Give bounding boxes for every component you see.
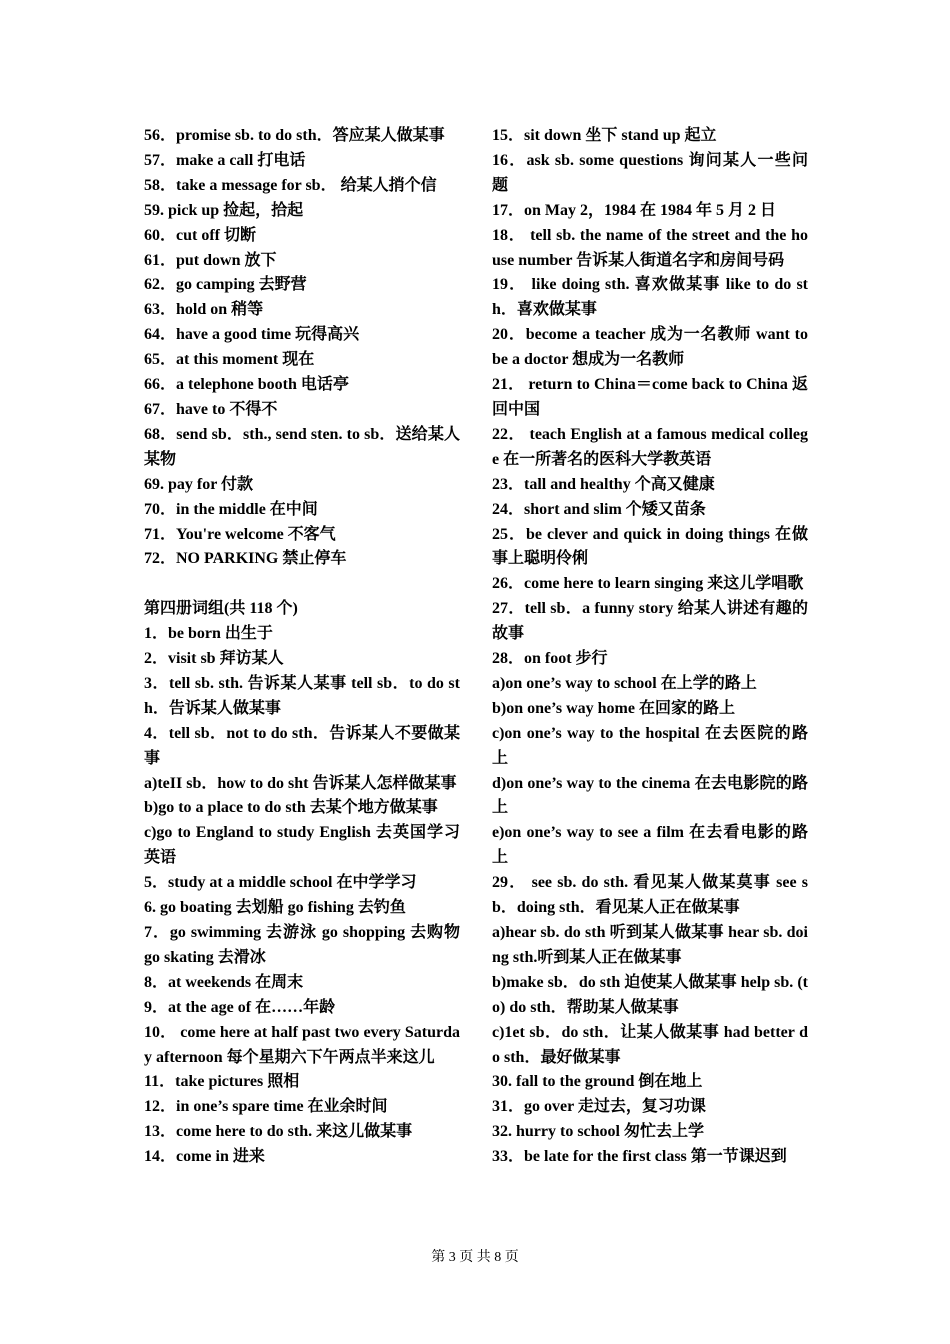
list-item: 20．become a teacher 成为一名教师 want to be a doctor 想成为一名教师 bbox=[492, 326, 808, 369]
list-item: c)1et sb．do sth．让某人做某事 had better do sth．最好做某事 bbox=[492, 1023, 808, 1066]
list-item: e)on one’s way to see a film 在去看电影的路上 bbox=[492, 824, 808, 867]
list-item: b)make sb．do sth 迫使某人做某事 help sb. (to) do sth．帮助某人做某事 bbox=[492, 973, 808, 1016]
list-item: 19． like doing sth. 喜欢做某事 like to do sth．喜欢做某事 bbox=[492, 276, 808, 319]
list-item: 60．cut off 切断 bbox=[144, 226, 256, 244]
list-item: 12．in one’s spare time 在业余时间 bbox=[144, 1098, 388, 1116]
list-item: 22． teach English at a famous medical college 在一所著名的医科大学教英语 bbox=[492, 425, 808, 468]
list-item: d)on one’s way to the cinema 在去电影院的路上 bbox=[492, 774, 808, 817]
list-item: 62．go camping 去野营 bbox=[144, 276, 307, 294]
list-item: 8．at weekends 在周末 bbox=[144, 973, 304, 991]
list-item: 21． return to China＝come back to China 返回中国 bbox=[492, 376, 808, 418]
list-item: 33．be late for the first class 第一节课迟到 bbox=[492, 1148, 787, 1166]
list-item: 70．in the middle 在中间 bbox=[144, 500, 318, 518]
list-item: 25．be clever and quick in doing things 在做事上聪明伶俐 bbox=[492, 525, 808, 568]
list-item: 11．take pictures 照相 bbox=[144, 1073, 300, 1091]
right-column bbox=[492, 124, 808, 1170]
list-item: 3．tell sb. sth. 告诉某人某事 tell sb．to do sth．告诉某人做某事 bbox=[144, 674, 460, 717]
list-item: a)teII sb．how to do sht 告诉某人怎样做某事 bbox=[144, 774, 457, 792]
list-item: c)on one’s way to the hospital 在去医院的路上 bbox=[492, 724, 808, 767]
list-item: a)on one’s way to school 在上学的路上 bbox=[492, 674, 757, 692]
list-item: 58．take a message for sb． 给某人捎个信 bbox=[144, 176, 437, 194]
list-item: 7．go swimming 去游泳 go shopping 去购物 go skating 去滑冰 bbox=[144, 923, 460, 966]
list-item: 57．make a call 打电话 bbox=[144, 151, 306, 169]
list-item: 28．on foot 步行 bbox=[492, 650, 608, 668]
list-item: 15．sit down 坐下 stand up 起立 bbox=[492, 127, 717, 144]
list-item: 10． come here at half past two every Saturday afternoon 每个星期六下午两点半来这儿 bbox=[144, 1023, 460, 1066]
list-item: 72．NO PARKING 禁止停车 bbox=[144, 550, 347, 568]
list-item: 14．come in 进来 bbox=[144, 1148, 265, 1166]
list-item: 65．at this moment 现在 bbox=[144, 351, 315, 369]
list-item: 23．tall and healthy 个高又健康 bbox=[492, 475, 715, 493]
list-item: 63．hold on 稍等 bbox=[144, 301, 264, 319]
list-item: 16．ask sb. some questions 询问某人一些问题 bbox=[492, 151, 808, 194]
list-item: 5．study at a middle school 在中学学习 bbox=[144, 874, 417, 892]
list-item: 64．have a good time 玩得高兴 bbox=[144, 326, 360, 344]
list-item: 2．visit sb 拜访某人 bbox=[144, 650, 284, 668]
list-item: 13．come here to do sth. 来这儿做某事 bbox=[144, 1123, 413, 1141]
list-item: 61．put down 放下 bbox=[144, 251, 277, 269]
list-item: c)go to England to study English 去英国学习英语 bbox=[144, 824, 460, 867]
list-item: 29． see sb. do sth. 看见某人做某莫事 see sb．doing sth．看见某人正在做某事 bbox=[492, 874, 808, 917]
list-item: 1．be born 出生于 bbox=[144, 625, 273, 643]
list-item: 66．a telephone booth 电话亭 bbox=[144, 376, 349, 394]
left-column bbox=[144, 124, 460, 1170]
list-item: 18． tell sb. the name of the street and the house number 告诉某人街道名字和房间号码 bbox=[492, 226, 808, 269]
list-item: 27．tell sb．a funny story 给某人讲述有趣的故事 bbox=[492, 600, 808, 643]
list-item: b)on one’s way home 在回家的路上 bbox=[492, 699, 735, 717]
list-item: 30. fall to the ground 倒在地上 bbox=[492, 1073, 703, 1091]
list-item: 17．on May 2，1984 在 1984 年 5 月 2 日 bbox=[492, 201, 777, 219]
list-item: 56．promise sb. to do sth．答应某人做某事 bbox=[144, 127, 445, 144]
list-item: 9．at the age of 在……年龄 bbox=[144, 998, 336, 1016]
list-item: 71．You're welcome 不客气 bbox=[144, 525, 336, 543]
list-item: 69. pay for 付款 bbox=[144, 475, 254, 493]
list-item: 26．come here to learn singing 来这儿学唱歌 bbox=[492, 575, 804, 593]
section-heading: 第四册词组(共 118 个) bbox=[144, 600, 298, 618]
list-item: 67．have to 不得不 bbox=[144, 400, 278, 418]
list-item: 6. go boating 去划船 go fishing 去钓鱼 bbox=[144, 899, 406, 917]
list-item: a)hear sb. do sth 听到某人做某事 hear sb. doing sth.听到某人正在做某事 bbox=[492, 924, 808, 966]
list-item: 59. pick up 捡起，拾起 bbox=[144, 201, 304, 219]
list-item: 24．short and slim 个矮又苗条 bbox=[492, 500, 706, 518]
page-number-footer: 第 3 页 共 8 页 bbox=[431, 1250, 519, 1265]
list-item: 31．go over 走过去，复习功课 bbox=[492, 1098, 706, 1116]
list-item: 32. hurry to school 匆忙去上学 bbox=[492, 1123, 705, 1141]
list-item: 4．tell sb．not to do sth．告诉某人不要做某事 bbox=[144, 724, 460, 767]
list-item: b)go to a place to do sth 去某个地方做某事 bbox=[144, 799, 438, 817]
list-item: 68．send sb．sth., send sten. to sb．送给某人某物 bbox=[144, 425, 460, 468]
